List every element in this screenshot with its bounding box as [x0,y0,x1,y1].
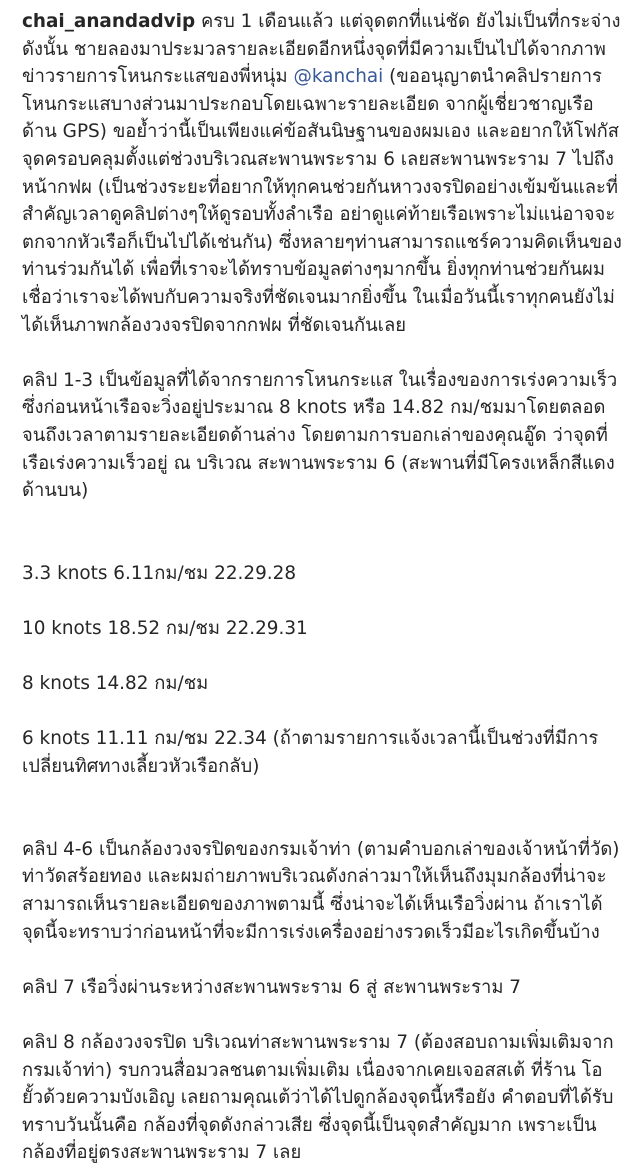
username-link[interactable]: chai_anandadvip [22,11,196,32]
clip-4-6-paragraph: คลิป 4-6 เป็นกล้องวงจรปิดของกรมเจ้าท่า (ตามคำบอกเล่าของเจ้าหน้าที่วัด) ท่าวัดสร้อยทอง และผมถ่ายภาพบริเวณดังกล่าวมาให้เห็นถึงมุมกล้องที่น่าจะสามารถเห็นรายละเอียดของภาพตามนี้ ซึ่งน่าจะได้เห็นเรือวิ่งผ่าน ถ้าเราได้จุดนี้จะทราบว่าก่อนหน้าที่จะมีการเร่งเครื่องอย่างรวดเร็วมีอะไรเกิดขึ้นบ้าง [22,838,620,943]
clip-1-3-paragraph: คลิป 1-3 เป็นข้อมูลที่ได้จากรายการโหนกระแส ในเรื่องของการเร่งความเร็ว ซึ่งก่อนหน้าเรือจะวิ่งอยู่ประมาณ 8 knots หรือ 14.82 กม/ชมมาโดยตลอดจนถึงเวลาตามรายละเอียดด้านล่าง โดยตามการบอกเล่าของคุณอู๊ด ว่าจุดที่เรือเร่งความเร็วอยู่ ณ บริเวณ สะพานพระราม 6 (สะพานที่มีโครงเหล็กสีแดงด้านบน) [22,369,618,502]
intro-text-part-1: ครบ 1 เดือนแล้ว แต่จุดตกที่แน่ชัด ยังไม่เป็นที่กระจ่าง ดังนั้น ชายลองมาประมวลรายละเอียดอีกหนึ่งจุดที่มีความเป็นไปได้จากภาพข่าวรายการโหนกระแสของพี่หนุ่ม [22,11,621,88]
speed-line: 10 knots 18.52 กม/ชม 22.29.31 [22,618,308,640]
mention-link[interactable]: @kanchai [293,66,384,88]
intro-text-part-2: (ขออนุญาตนำคลิปรายการโหนกระแสบางส่วนมาประกอบโดยเฉพาะรายละเอียด จากผู้เชี่ยวชาญเรือด้าน GPS) ขอย้ำว่านี้เป็นเพียงแค่ข้อสันนิษฐานของผมเอง และอยากให้โฟกัสจุดครอบคลุมตั้งแต่ช่วงบริเวณสะพานพระราม 6 เลยสะพานพระราม 7 ไปถึงหน้ากฟผ (เป็นช่วงระยะที่อยากให้ทุกคนช่วยกันหาวงจรปิดอย่างเข้มข้นและที่สำคัญเวลาดูคลิปต่างๆให้ดูรอบทั้งลำเรือ อย่าดูแค่ท้ายเรือเพราะไม่แน่อาจจะตกจากหัวเรือก็เป็นไปได้เช่นกัน) ซึ่งหลายๆท่านสามารถแชร์ความคิดเห็นของท่านร่วมกันได้ เพื่อที่เราจะได้ทราบข้อมูลต่างๆมากขึ้น ยิ่งทุกท่านช่วยกันผมเชื่อว่าเราจะได้พบกับความจริงที่ชัดเจนมากยิ่งขึ้น ในเมื่อวันนี้เราทุกคนยังไม่ได้เห็นภาพกล้องวงจรปิดจากกฟผ ที่ชัดเจนกันเลย [22,66,622,336]
caption-intro-paragraph [22,8,622,339]
speed-line: 3.3 knots 6.11กม/ชม 22.29.28 [22,562,297,584]
speed-list [22,532,622,808]
speed-line: 8 knots 14.82 กม/ชม [22,673,209,695]
clip-7-paragraph: คลิป 7 เรือวิ่งผ่านระหว่างสะพานพระราม 6 สู่ สะพานพระราม 7 [22,976,522,998]
clip-8-paragraph: คลิป 8 กล้องวงจรปิด บริเวณท่าสะพานพระราม 7 (ต้องสอบถามเพิ่มเติมจากกรมเจ้าท่า) รบกวนสื่อมวลชนตามเพิ่มเติม เนื่องจากเคยเจอสสเต้ ที่ร้าน โอยั้วด้วยความบังเอิญ เลยถามคุณเต้ว่าได้ไปดูกล้องจุดนี้หรือยัง คำตอบที่ได้รับทราบวันนั้นคือ กล้องที่จุดดังกล่าวเสีย ซึ่งจุดนี้เป็นจุดสำคัญมาก เพราะเป็นกล้องที่อยู่ตรงสะพานพระราม 7 เลย [22,1031,614,1164]
speed-line: 6 knots 11.11 กม/ชม 22.34 (ถ้าตามรายการแจ้งเวลานี้เป็นช่วงที่มีการเปลี่ยนทิศทางเลี้ยวหัวเรือกลับ) [22,728,599,778]
